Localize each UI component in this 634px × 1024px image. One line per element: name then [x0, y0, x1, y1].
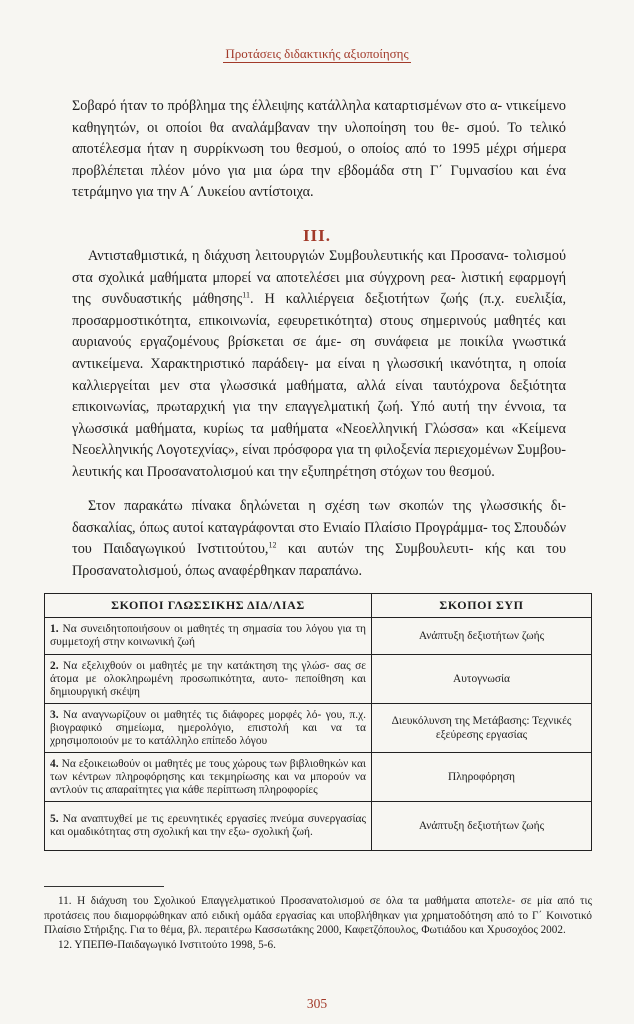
row-number: 5.	[50, 813, 59, 825]
table-row	[45, 753, 592, 802]
language-goal-text: Να εξελιχθούν οι μαθητές με την κατάκτηση της γλώσ- σας σε άτομα με ολοκληρωμένη προσωπικότητα, αυτο- πεποίθηση και δημιουργική σκέψη	[50, 659, 366, 698]
paragraph-2-text-a: Αντισταθμιστικά, η διάχυση λειτουργιών Συμβουλευτικής και Προσανα- τολισμού στα σχολικά μαθήματα μπορεί να αποτελέσει μια σύγχρονη ρεα- λιστική εφαρμογή της συνδυαστικής μάθησης	[72, 248, 566, 308]
table-header-row	[45, 594, 592, 618]
footnote-ref-12[interactable]: 12	[268, 540, 277, 550]
paragraph-2	[72, 246, 566, 484]
row-number: 3.	[50, 708, 59, 721]
language-goal-cell	[45, 753, 372, 802]
running-head-text: Προτάσεις διδακτικής αξιοποίησης	[225, 46, 409, 61]
paragraph-2-text-b: . Η καλλιέργεια δεξιοτήτων ζωής (π.χ. ευελιξία, προσαρμοστικότητα, επικοινωνία, εφευρετικότητα) στους σημερινούς μαθητές και αυριανούς εργαζομένους βρίσκεται σε άμε- ση συνάφεια με ποικίλα γνωστικά αντικείμενα. Χαρακτηριστικό παράδειγ- μα είναι η γλωσσική ικανότητα, η οποία καλλιεργείται μεν στα γλωσσικά μαθήματα, αλλά είναι ταυτόχρονα δεξιότητα επικοινωνίας, πρωταρχική για την επαγγελματική ζωή. Υπό αυτή την έννοια, τα γλωσσικά μαθήματα, κυρίως τα μαθήματα «Νεοελληνική Γλώσσα» και «Κείμενα Νεοελληνικής Λογοτεχνίας», είναι πρόσφορα για τη φιλοξενία περιεχομένων Συμβου- λευτικής και Προσανατολισμού και την εξυπηρέτηση στόχων του θεσμού.	[72, 291, 566, 480]
language-goal-text: Να συνειδητοποιήσουν οι μαθητές τη σημασία του λόγου για τη συμμετοχή στην κοινωνική ζωή	[50, 623, 366, 648]
language-goal-cell	[45, 802, 372, 851]
language-goal-text: Να αναπτυχθεί με τις ερευνητικές εργασίες πνεύμα συνεργασίας και ομαδικότητας στη σχολική και την εξω- σχολική ζωή.	[50, 813, 366, 838]
goals-table	[44, 593, 592, 851]
footnote-12: 12. ΥΠΕΠΘ-Παιδαγωγικό Ινστιτούτο 1998, 5-6.	[58, 938, 276, 951]
paragraph-3	[72, 496, 566, 582]
table-row	[45, 655, 592, 704]
running-head	[0, 46, 634, 62]
syp-goal-cell: Αυτογνωσία	[372, 655, 592, 704]
paragraph-3-text-b: και αυτών της Συμβουλευτι- κής και του Προσανατολισμού, όπως αναφέρθηκαν παραπάνω.	[72, 541, 566, 579]
language-goal-cell	[45, 704, 372, 753]
row-number: 1.	[50, 623, 59, 635]
footnote-ref-11[interactable]: 11	[242, 290, 250, 300]
footnotes	[44, 894, 592, 952]
language-goal-cell	[45, 655, 372, 704]
syp-goal-cell: Πληροφόρηση	[372, 753, 592, 802]
table-row	[45, 704, 592, 753]
language-goal-text: Να αναγνωρίζουν οι μαθητές τις διάφορες μορφές λό- γου, π.χ. βιογραφικό σημείωμα, ημερολόγιο, επιστολή και να τα χρησιμοποιούν με το κατάλληλο επίπεδο λόγου	[50, 708, 366, 747]
syp-goal-cell: Διευκόλυνση της Μετάβασης: Τεχνικές εξεύρεσης εργασίας	[372, 704, 592, 753]
footnote-11: 11. Η διάχυση του Σχολικού Επαγγελματικού Προσανατολισμού σε όλα τα μαθήματα αποτελε- σε μία από τις προτάσεις που διαμορφώθηκαν από ειδική ομάδα εργασίας και υποβλήθηκαν για χρηματοδότηση από το Γ΄ Κοινοτικό Πλαίσιο Στήριξης. Για το θέμα, βλ. περαιτέρω Κασσωτάκης 2000, Καφετζόπουλος, Φωτιάδου και Χρυσοχόος 2002.	[44, 895, 592, 937]
header-language-goals: ΣΚΟΠΟΙ ΓΛΩΣΣΙΚΗΣ ΔΙΔ/ΛΙΑΣ	[45, 594, 372, 618]
language-goal-cell	[45, 618, 372, 655]
footnote-divider	[44, 886, 164, 887]
table-row	[45, 802, 592, 851]
table-row	[45, 618, 592, 655]
paragraph-3-text-a: Στον παρακάτω πίνακα δηλώνεται η σχέση των σκοπών της γλωσσικής δι- δασκαλίας, όπως αυτοί καταγράφονται στο Ενιαίο Πλαίσιο Προγράμμα- τος Σπουδών του Παιδαγωγικού Ινστιτούτου,	[72, 498, 566, 558]
header-syp-goals: ΣΚΟΠΟΙ ΣΥΠ	[372, 594, 592, 618]
row-number: 2.	[50, 659, 59, 672]
row-number: 4.	[50, 757, 59, 770]
section-number: III.	[302, 226, 332, 245]
syp-goal-cell: Ανάπτυξη δεξιοτήτων ζωής	[372, 802, 592, 851]
language-goal-text: Να εξοικειωθούν οι μαθητές με τους χώρους των βιβλιοθηκών και των κέντρων πληροφόρησης και τεκμηρίωσης και να μπορούν να αντλούν τις απαραίτητες για κάθε περίπτωση πληροφορίες	[50, 757, 366, 796]
page-number: 305	[306, 996, 328, 1011]
syp-goal-cell: Ανάπτυξη δεξιοτήτων ζωής	[372, 618, 592, 655]
paragraph-1: Σοβαρό ήταν το πρόβλημα της έλλειψης κατάλληλα καταρτισμένων στο α- ντικείμενο καθηγητών, οι οποίοι θα αναλάμβαναν την υλοποίηση του θε- σμού. Το τελικό αποτέλεσμα ήταν η συρρίκνωση του θεσμού, ο οποίος από το 1995 μέχρι σήμερα προβλέπεται πλέον μόνο για μια ώρα την εβδομάδα στη Γ΄ Γυμνασίου και ένα τετράμηνο για την Α΄ Λυκείου αντίστοιχα.	[72, 98, 566, 201]
